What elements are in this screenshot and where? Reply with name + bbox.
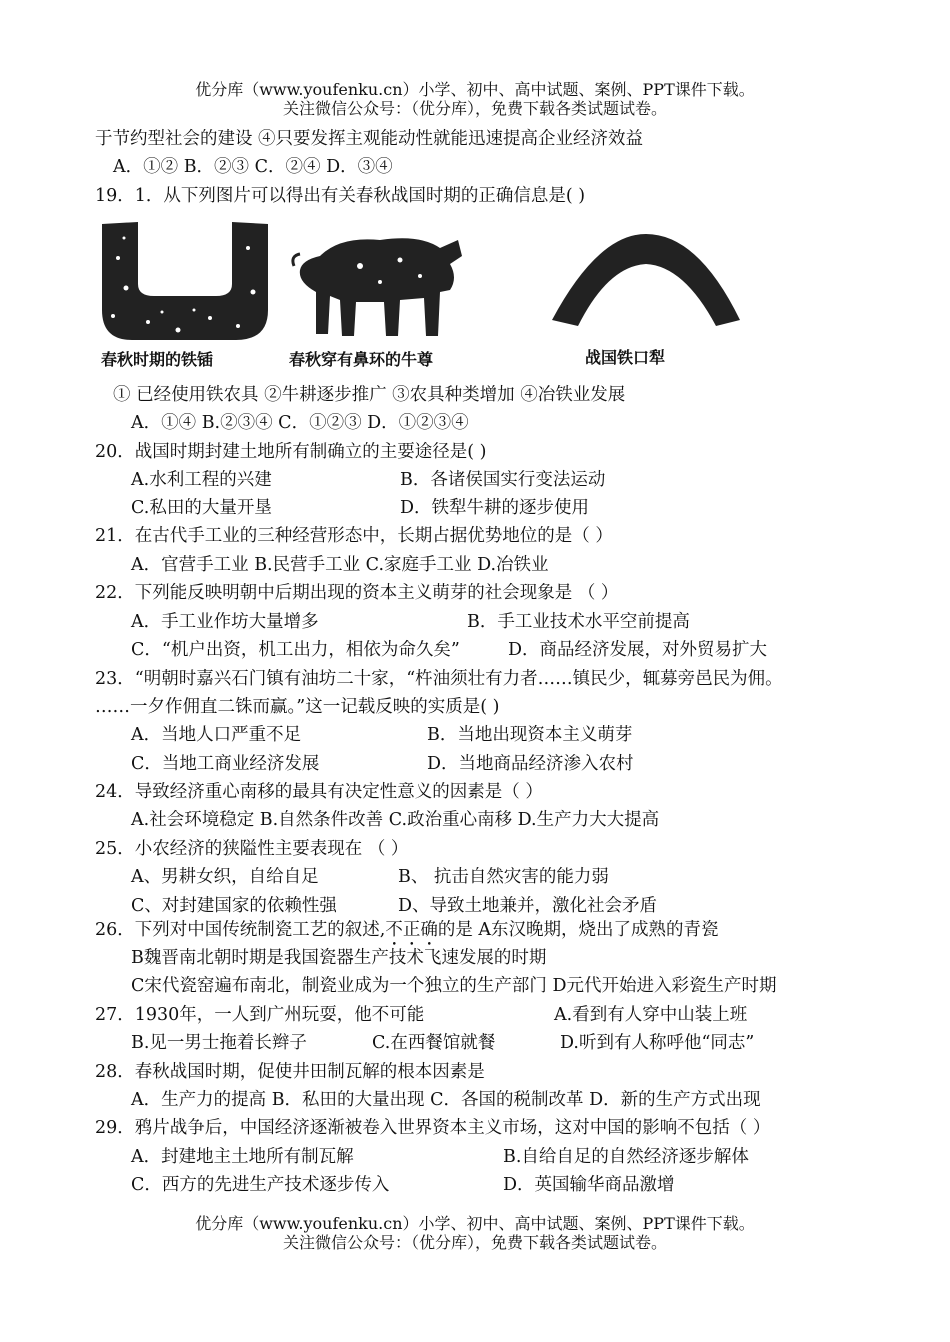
q26-stem-emphasis: 不正确 [385, 920, 438, 940]
q22-option-d: D．商品经济发展，对外贸易扩大 [508, 640, 768, 660]
q19-stem: 19．1．从下列图片可以得出有关春秋战国时期的正确信息是( ) [95, 186, 586, 206]
q25-option-a: A、男耕女织，自给自足 [131, 867, 319, 887]
q22-stem: 22．下列能反映明朝中后期出现的资本主义萌芽的社会现象是 （ ） [95, 583, 619, 603]
q26-stem-after: 的是 A东汉晚期，烧出了成熟的青瓷 [437, 920, 719, 940]
ox-zun-image [290, 226, 470, 344]
q25-option-c: C、对封建国家的依赖性强 [131, 896, 337, 916]
q23-option-b: B．当地出现资本主义萌芽 [427, 725, 633, 745]
q26-stem-before: 26．下列对中国传统制瓷工艺的叙述, [95, 920, 386, 940]
q25-stem: 25．小农经济的狭隘性主要表现在 （ ） [95, 839, 409, 859]
q26-option-c-d: C宋代瓷窑遍布南北，制瓷业成为一个独立的生产部门 D元代开始进入彩瓷生产时期 [131, 976, 777, 996]
q23-stem: 23．“明朝时嘉兴石门镇有油坊二十家，“杵油须壮有力者……镇民少，辄募旁邑民为佣。 [95, 669, 783, 689]
q25-option-d: D、导致土地兼并，激化社会矛盾 [398, 896, 658, 916]
q22-option-a: A．手工业作坊大量增多 [131, 612, 319, 632]
caption-iron-plough: 战国铁口犁 [585, 348, 666, 367]
q27-option-c: C.在西餐馆就餐 [372, 1033, 496, 1053]
q28-options: A．生产力的提高 B．私田的大量出现 C．各国的税制改革 D．新的生产方式出现 [131, 1090, 761, 1110]
q23-option-a: A．当地人口严重不足 [131, 725, 302, 745]
q29-option-a: A．封建地主土地所有制瓦解 [131, 1147, 354, 1167]
caption-iron-spade: 春秋时期的铁锸 [101, 350, 214, 369]
q29-option-d: D．英国输华商品激增 [503, 1175, 675, 1195]
q29-option-b: B.自给自足的自然经济逐步解体 [503, 1147, 749, 1167]
q18-continuation: 于节约型社会的建设 ④只要发挥主观能动性就能迅速提高企业经济效益 [95, 129, 644, 149]
q24-options: A.社会环境稳定 B.自然条件改善 C.政治重心南移 D.生产力大大提高 [131, 810, 660, 830]
q29-stem: 29．鸦片战争后，中国经济逐渐被卷入世界资本主义市场，这对中国的影响不包括（ ） [95, 1118, 771, 1138]
q28-stem: 28．春秋战国时期，促使井田制瓦解的根本因素是 [95, 1062, 485, 1082]
q27-option-a: A.看到有人穿中山装上班 [554, 1005, 748, 1025]
q27-stem: 27．1930年，一人到广州玩耍，他不可能 [95, 1005, 425, 1025]
q23-option-c: C．当地工商业经济发展 [131, 754, 320, 774]
q23-option-d: D．当地商品经济渗入农村 [427, 754, 634, 774]
q26-stem [95, 919, 719, 950]
q20-option-d: D．铁犁牛耕的逐步使用 [400, 498, 590, 518]
q21-stem: 21．在古代手工业的三种经营形态中，长期占据优势地位的是（ ） [95, 526, 613, 546]
q20-option-a: A.水利工程的兴建 [131, 470, 272, 490]
q22-option-c: C．“机户出资，机工出力，相依为命久矣” [131, 640, 460, 660]
q24-stem: 24．导致经济重心南移的最具有决定性意义的因素是（ ） [95, 782, 543, 802]
q27-option-b: B.见一男士拖着长辫子 [131, 1033, 307, 1053]
footer-line-1: 优分库（www.youfenku.cn）小学、初中、高中试题、案例、PPT课件下载。 [195, 1214, 755, 1233]
q18-options: A．①② B．②③ C．②④ D．③④ [113, 157, 393, 177]
q20-stem: 20．战国时期封建土地所有制确立的主要途径是( ) [95, 442, 487, 462]
q21-options: A．官营手工业 B.民营手工业 C.家庭手工业 D.冶铁业 [131, 555, 549, 575]
q26-option-b: B魏晋南北朝时期是我国瓷器生产技术飞速发展的时期 [131, 948, 547, 968]
q23-stem-continued: ……一夕作佣直二铢而赢。”这一记载反映的实质是( ) [95, 697, 500, 717]
header-line-2: 关注微信公众号：（优分库），免费下载各类试题试卷。 [282, 99, 667, 118]
q22-option-b: B．手工业技术水平空前提高 [467, 612, 690, 632]
iron-plough-image [548, 228, 744, 328]
q29-option-c: C．西方的先进生产技术逐步传入 [131, 1175, 390, 1195]
q25-option-b: B、 抗击自然灾害的能力弱 [398, 867, 609, 887]
q19-statements: ① 已经使用铁农具 ②牛耕逐步推广 ③农具种类增加 ④冶铁业发展 [113, 385, 626, 405]
iron-spade-image [98, 218, 272, 344]
header-line-1: 优分库（www.youfenku.cn）小学、初中、高中试题、案例、PPT课件下载。 [195, 80, 755, 99]
footer-line-2: 关注微信公众号：（优分库），免费下载各类试题试卷。 [282, 1233, 667, 1252]
caption-ox-zun: 春秋穿有鼻环的牛尊 [289, 350, 434, 369]
q20-option-b: B．各诸侯国实行变法运动 [400, 470, 606, 490]
q27-option-d: D.听到有人称呼他“同志” [560, 1033, 755, 1053]
q20-option-c: C.私田的大量开垦 [131, 498, 272, 518]
q19-options: A．①④ B.②③④ C．①②③ D．①②③④ [131, 413, 469, 433]
